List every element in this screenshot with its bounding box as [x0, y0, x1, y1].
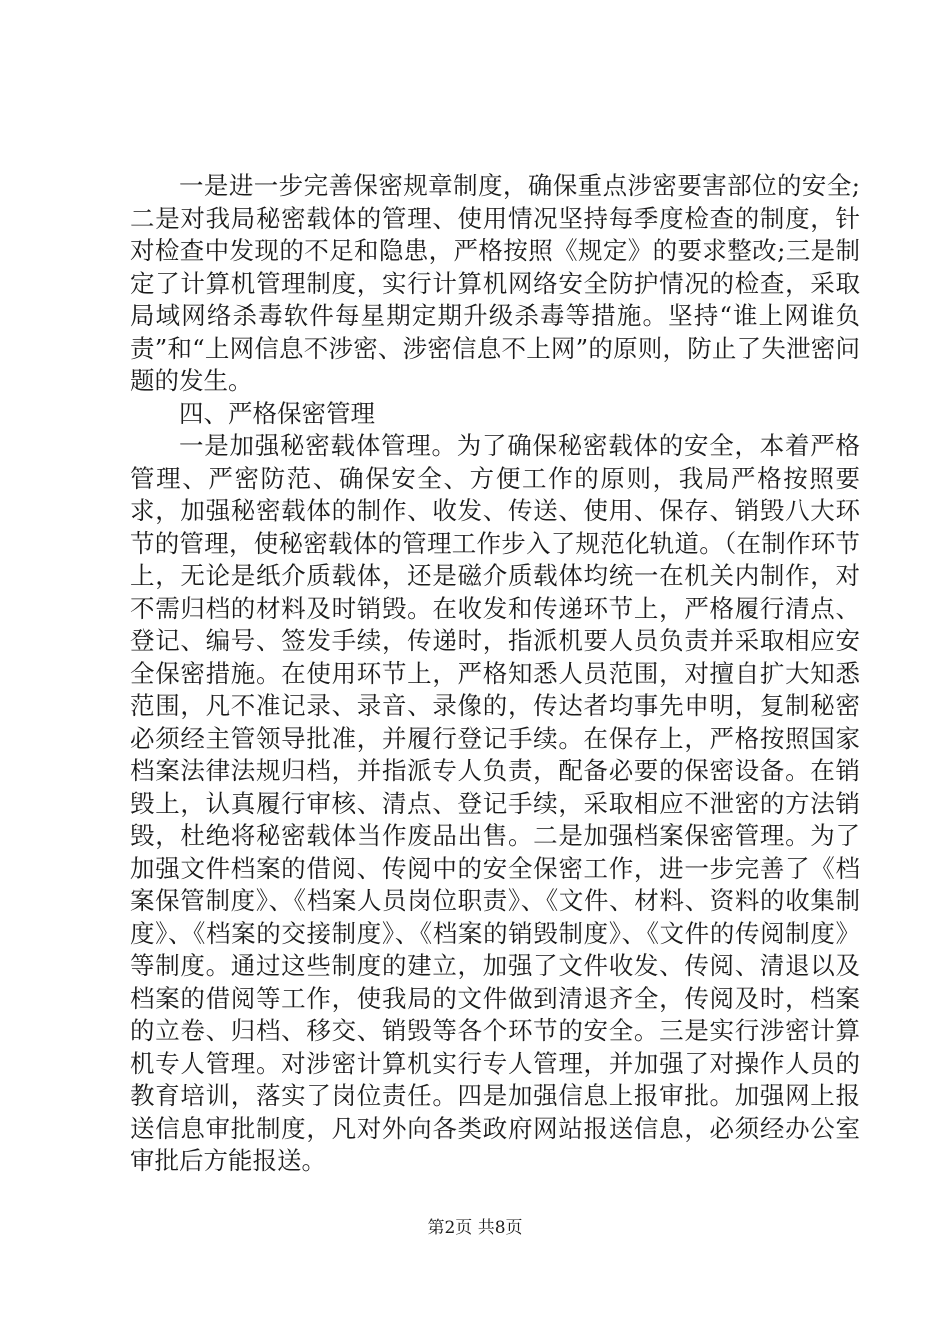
paragraph-secret-carrier-management: 一是加强秘密载体管理。为了确保秘密载体的安全，本着严格管理、严密防范、确保安全、方便工作的原则，我局严格按照要求，加强秘密载体的制作、收发、传送、使用、保存、销毁八大环节的管理，使秘密载体的管理工作步入了规范化轨道。（在制作环节上，无论是纸介质载体，还是磁介质载体均统一在机关内制作，对不需归档的材料及时销毁。在收发和传递环节上，严格履行清点、登记、编号、签发手续，传递时，指派机要人员负责并采取相应安全保密措施。在使用环节上，严格知悉人员范围，对擅自扩大知悉范围，凡不准记录、录音、录像的，传达者均事先申明，复制秘密必须经主管领导批准，并履行登记手续。在保存上，严格按照国家档案法律法规归档，并指派专人负责，配备必要的保密设备。在销毁上，认真履行审核、清点、登记手续，采取相应不泄密的方法销毁，杜绝将秘密载体当作废品出售。二是加强档案保密管理。为了加强文件档案的借阅、传阅中的安全保密工作，进一步完善了《档案保管制度》、《档案人员岗位职责》、《文件、材料、资料的收集制度》、《档案的交接制度》、《档案的销毁制度》、《文件的传阅制度》等制度。通过这些制度的建立，加强了文件收发、传阅、清退以及档案的借阅等工作，使我局的文件做到清退齐全，传阅及时，档案的立卷、归档、移交、销毁等各个环节的安全。三是实行涉密计算机专人管理。对涉密计算机实行专人管理，并加强了对操作人员的教育培训，落实了岗位责任。四是加强信息上报审批。加强网上报送信息审批制度，凡对外向各类政府网站报送信息，必须经办公室审批后方能报送。 [130, 431, 860, 1175]
paragraph-security-rules: 一是进一步完善保密规章制度，确保重点涉密要害部位的安全;二是对我局秘密载体的管理、使用情况坚持每季度检查的制度，针对检查中发现的不足和隐患，严格按照《规定》的要求整改;三是制定了计算机管理制度，实行计算机网络安全防护情况的检查，采取局域网络杀毒软件每星期定期升级杀毒等措施。坚持“谁上网谁负责”和“上网信息不涉密、涉密信息不上网”的原则，防止了失泄密问题的发生。 [130, 171, 860, 395]
page-number-footer: 第2页 共8页 [427, 1218, 523, 1238]
section-heading-strict-management: 四、严格保密管理 [179, 398, 375, 428]
document-body [130, 170, 860, 1178]
